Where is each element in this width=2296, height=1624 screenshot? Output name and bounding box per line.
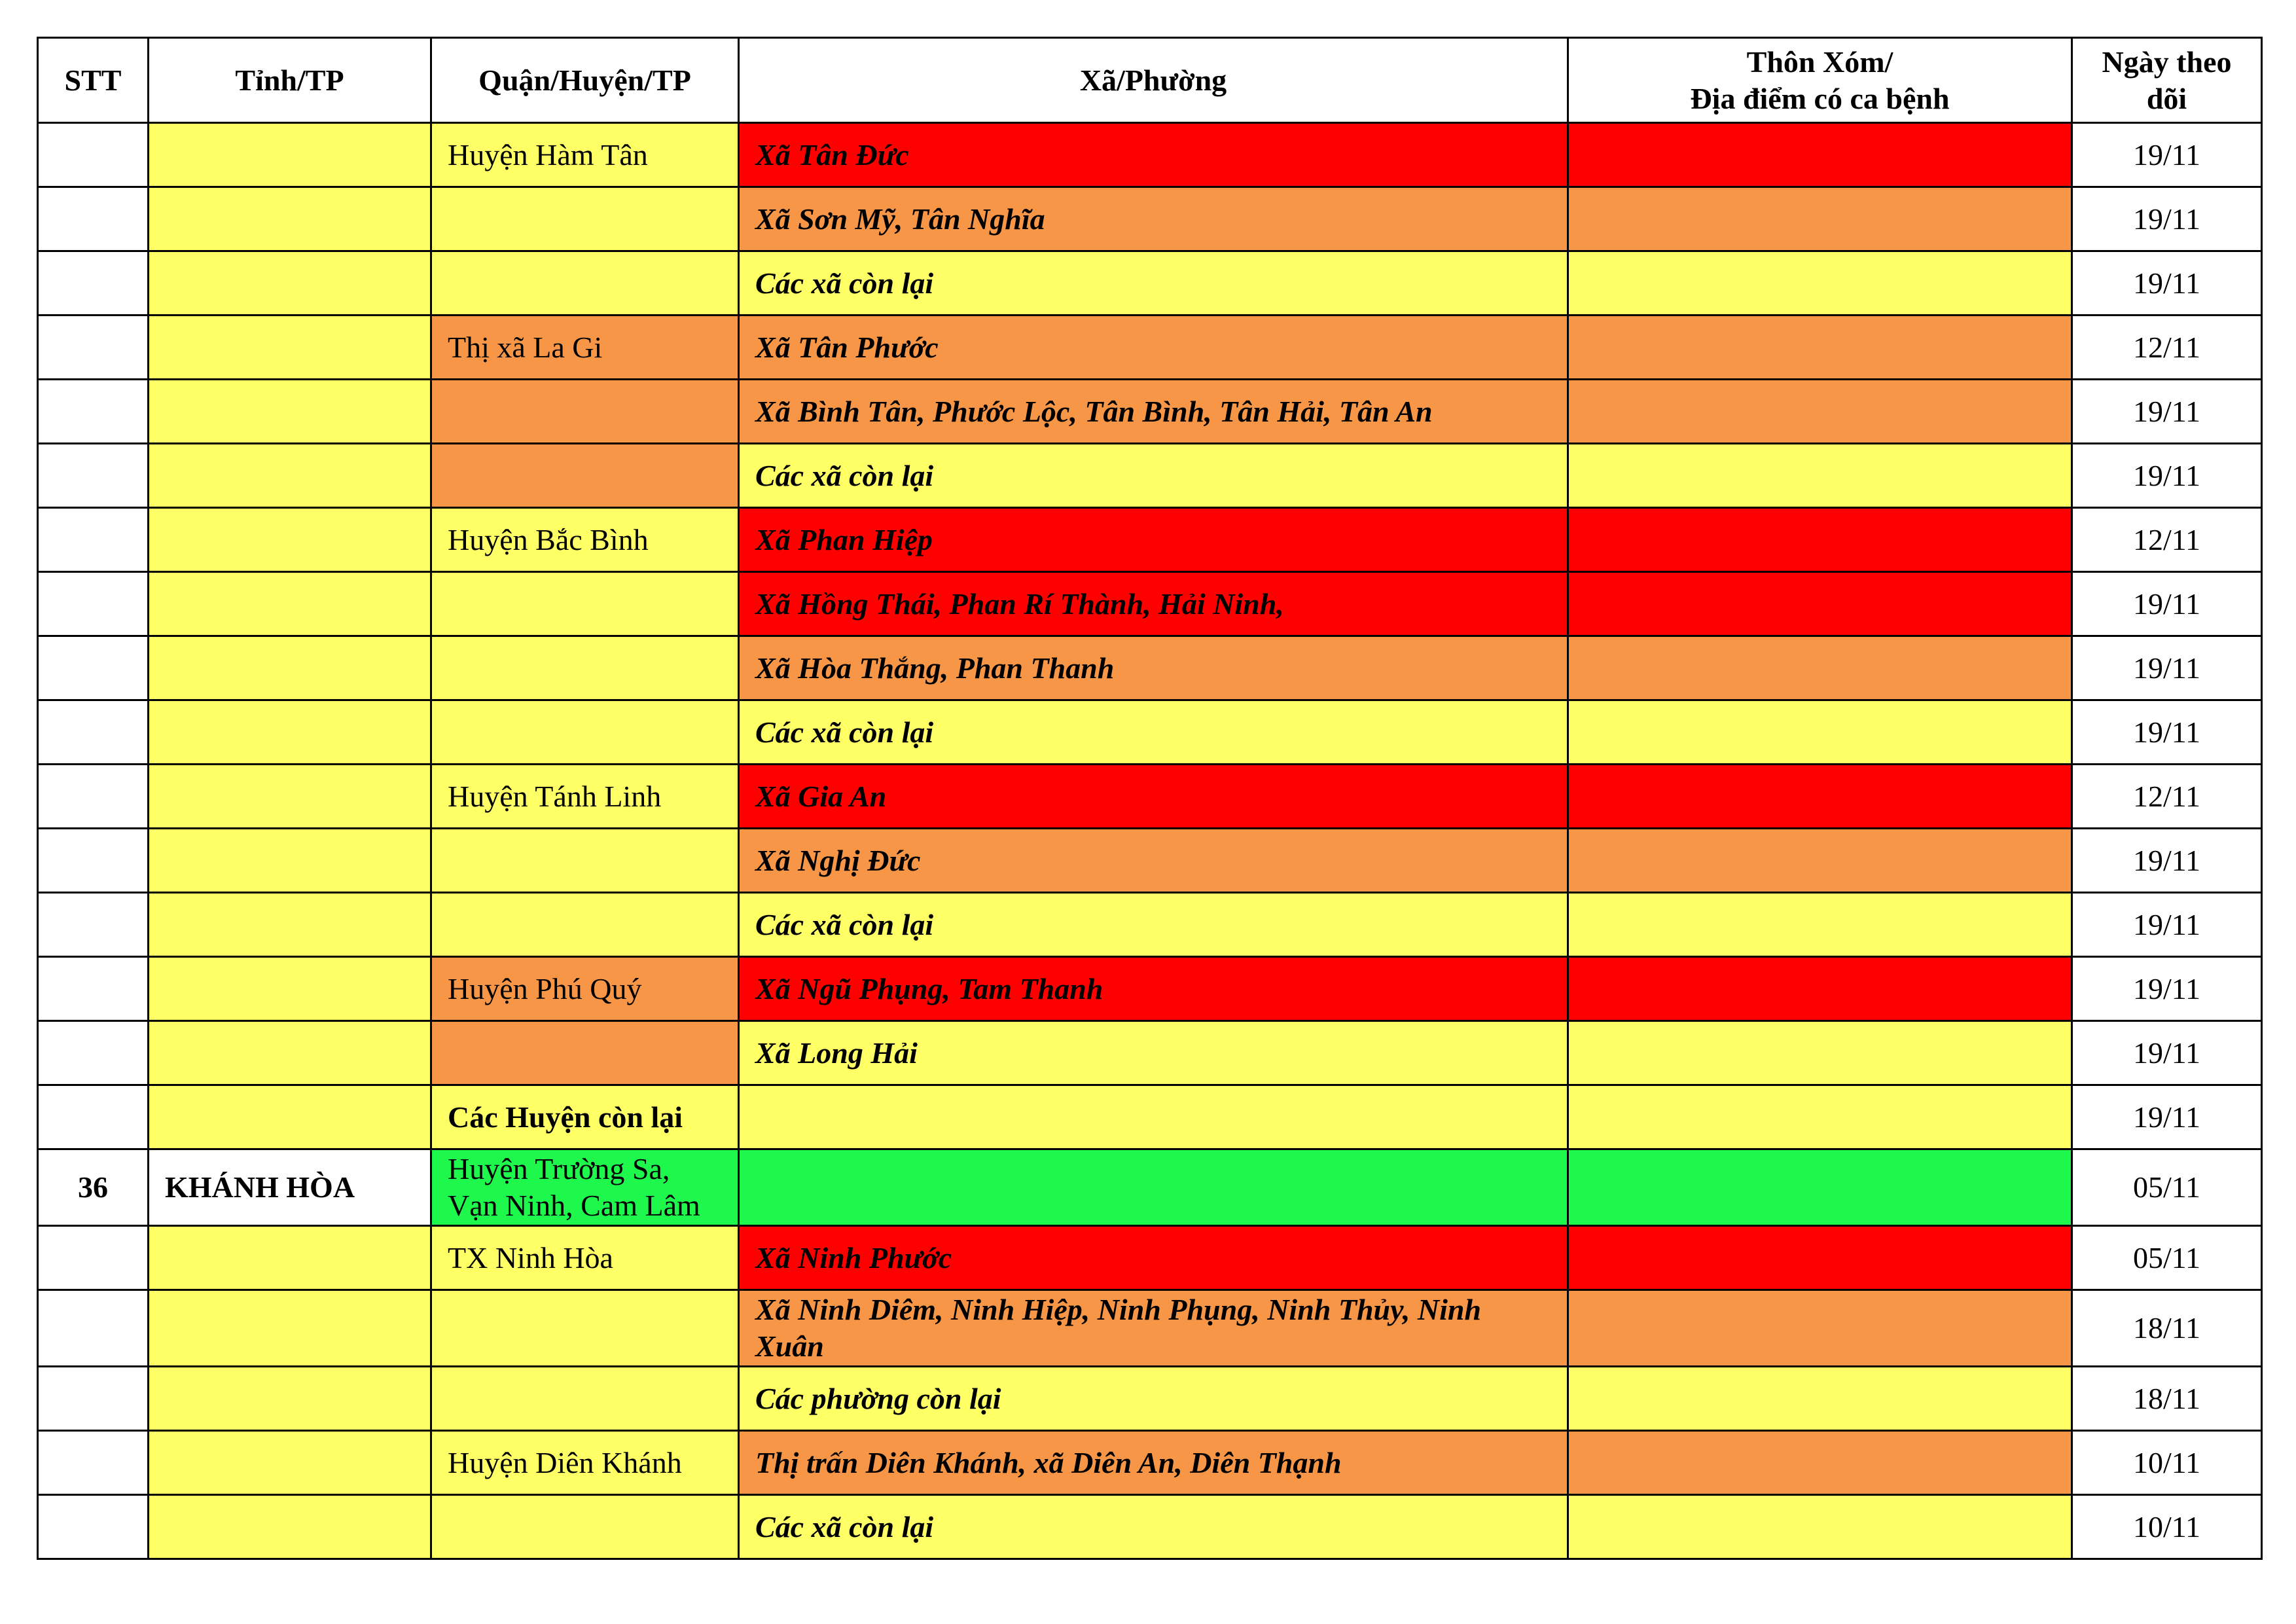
province-cell: KHÁNH HÒA — [149, 1149, 431, 1226]
date-cell: 19/11 — [2072, 636, 2262, 700]
province-cell — [149, 1021, 431, 1085]
ward-cell: Các xã còn lại — [739, 444, 1568, 508]
province-cell — [149, 765, 431, 829]
district-cell: TX Ninh Hòa — [431, 1226, 739, 1290]
ward-cell: Xã Gia An — [739, 765, 1568, 829]
stt-cell — [38, 1495, 149, 1559]
district-cell — [431, 572, 739, 636]
stt-cell — [38, 829, 149, 893]
district-cell — [431, 829, 739, 893]
ward-cell: Các phường còn lại — [739, 1367, 1568, 1431]
header-stt: STT — [38, 38, 149, 123]
date-cell: 12/11 — [2072, 765, 2262, 829]
district-cell — [431, 251, 739, 316]
table-row — [38, 444, 2262, 508]
province-cell — [149, 1367, 431, 1431]
province-cell — [149, 1431, 431, 1495]
stt-cell — [38, 765, 149, 829]
date-cell: 10/11 — [2072, 1431, 2262, 1495]
hamlet-cell — [1568, 1226, 2072, 1290]
hamlet-cell — [1568, 893, 2072, 957]
header-ward: Xã/Phường — [739, 38, 1568, 123]
ward-cell: Xã Sơn Mỹ, Tân Nghĩa — [739, 187, 1568, 251]
province-cell — [149, 187, 431, 251]
district-cell — [431, 1290, 739, 1367]
hamlet-cell — [1568, 1431, 2072, 1495]
district-cell: Các Huyện còn lại — [431, 1085, 739, 1149]
province-cell — [149, 700, 431, 765]
table-row — [38, 636, 2262, 700]
stt-cell — [38, 187, 149, 251]
district-cell: Huyện Tánh Linh — [431, 765, 739, 829]
hamlet-cell — [1568, 380, 2072, 444]
stt-cell — [38, 1085, 149, 1149]
province-cell — [149, 444, 431, 508]
hamlet-cell — [1568, 765, 2072, 829]
province-cell — [149, 508, 431, 572]
stt-cell — [38, 1021, 149, 1085]
ward-cell: Các xã còn lại — [739, 251, 1568, 316]
stt-cell — [38, 957, 149, 1021]
district-cell: Huyện Bắc Bình — [431, 508, 739, 572]
hamlet-cell — [1568, 1149, 2072, 1226]
date-cell: 12/11 — [2072, 316, 2262, 380]
district-cell — [431, 1367, 739, 1431]
district-cell — [431, 444, 739, 508]
province-cell — [149, 636, 431, 700]
hamlet-cell — [1568, 1495, 2072, 1559]
stt-cell — [38, 123, 149, 187]
ward-cell — [739, 1085, 1568, 1149]
hamlet-cell — [1568, 508, 2072, 572]
hamlet-cell — [1568, 700, 2072, 765]
ward-cell: Xã Tân Đức — [739, 123, 1568, 187]
table-row — [38, 1149, 2262, 1226]
header-district: Quận/Huyện/TP — [431, 38, 739, 123]
province-cell — [149, 380, 431, 444]
stt-cell — [38, 1290, 149, 1367]
header-hamlet-line2: Địa điểm có ca bệnh — [1690, 81, 1950, 115]
table-row — [38, 829, 2262, 893]
date-cell: 19/11 — [2072, 957, 2262, 1021]
table-row — [38, 1085, 2262, 1149]
district-cell — [431, 1021, 739, 1085]
header-province: Tỉnh/TP — [149, 38, 431, 123]
district-cell — [431, 1495, 739, 1559]
hamlet-cell — [1568, 444, 2072, 508]
ward-cell: Các xã còn lại — [739, 1495, 1568, 1559]
table-row — [38, 765, 2262, 829]
district-cell: Thị xã La Gi — [431, 316, 739, 380]
ward-cell: Xã Hòa Thắng, Phan Thanh — [739, 636, 1568, 700]
stt-cell — [38, 508, 149, 572]
province-cell — [149, 829, 431, 893]
hamlet-cell — [1568, 316, 2072, 380]
ward-cell: Xã Nghị Đức — [739, 829, 1568, 893]
hamlet-cell — [1568, 251, 2072, 316]
ward-cell: Xã Bình Tân, Phước Lộc, Tân Bình, Tân Hải, Tân An — [739, 380, 1568, 444]
hamlet-cell — [1568, 957, 2072, 1021]
header-hamlet-line1: Thôn Xóm/ — [1746, 45, 1893, 79]
table-row — [38, 1226, 2262, 1290]
date-cell: 18/11 — [2072, 1367, 2262, 1431]
district-cell: Huyện Trường Sa, Vạn Ninh, Cam Lâm — [431, 1149, 739, 1226]
province-cell — [149, 572, 431, 636]
table-row — [38, 957, 2262, 1021]
header-hamlet — [1568, 38, 2072, 123]
stt-cell — [38, 316, 149, 380]
date-cell: 19/11 — [2072, 380, 2262, 444]
stt-cell — [38, 444, 149, 508]
district-cell: Huyện Hàm Tân — [431, 123, 739, 187]
table-row — [38, 1495, 2262, 1559]
district-cell — [431, 187, 739, 251]
district-cell — [431, 380, 739, 444]
table-row — [38, 187, 2262, 251]
province-cell — [149, 1226, 431, 1290]
table-row — [38, 893, 2262, 957]
stt-cell — [38, 1226, 149, 1290]
province-cell — [149, 316, 431, 380]
province-cell — [149, 893, 431, 957]
header-date — [2072, 38, 2262, 123]
stt-cell — [38, 380, 149, 444]
ward-cell: Xã Long Hải — [739, 1021, 1568, 1085]
ward-cell: Các xã còn lại — [739, 893, 1568, 957]
stt-cell — [38, 1431, 149, 1495]
date-cell: 19/11 — [2072, 572, 2262, 636]
date-cell: 19/11 — [2072, 123, 2262, 187]
table-header-row — [38, 38, 2262, 123]
date-cell: 19/11 — [2072, 1085, 2262, 1149]
ward-cell: Xã Ngũ Phụng, Tam Thanh — [739, 957, 1568, 1021]
stt-cell — [38, 700, 149, 765]
province-cell — [149, 1085, 431, 1149]
hamlet-cell — [1568, 1085, 2072, 1149]
ward-cell: Xã Ninh Diêm, Ninh Hiệp, Ninh Phụng, Ninh Thủy, Ninh Xuân — [739, 1290, 1568, 1367]
ward-cell: Thị trấn Diên Khánh, xã Diên An, Diên Thạnh — [739, 1431, 1568, 1495]
date-cell: 05/11 — [2072, 1226, 2262, 1290]
date-cell: 12/11 — [2072, 508, 2262, 572]
province-cell — [149, 957, 431, 1021]
ward-cell — [739, 1149, 1568, 1226]
hamlet-cell — [1568, 829, 2072, 893]
hamlet-cell — [1568, 1290, 2072, 1367]
hamlet-cell — [1568, 1021, 2072, 1085]
ward-cell: Xã Hồng Thái, Phan Rí Thành, Hải Ninh, — [739, 572, 1568, 636]
header-date-line2: dõi — [2146, 81, 2187, 115]
table-row — [38, 1021, 2262, 1085]
table-row — [38, 380, 2262, 444]
table-row — [38, 251, 2262, 316]
date-cell: 05/11 — [2072, 1149, 2262, 1226]
stt-cell: 36 — [38, 1149, 149, 1226]
stt-cell — [38, 636, 149, 700]
district-cell — [431, 893, 739, 957]
province-cell — [149, 1495, 431, 1559]
date-cell: 19/11 — [2072, 1021, 2262, 1085]
table-row — [38, 123, 2262, 187]
district-cell — [431, 700, 739, 765]
stt-cell — [38, 893, 149, 957]
hamlet-cell — [1568, 187, 2072, 251]
table-row — [38, 572, 2262, 636]
table-row — [38, 316, 2262, 380]
ward-cell: Xã Tân Phước — [739, 316, 1568, 380]
district-cell: Huyện Diên Khánh — [431, 1431, 739, 1495]
date-cell: 19/11 — [2072, 444, 2262, 508]
table-row — [38, 700, 2262, 765]
hamlet-cell — [1568, 123, 2072, 187]
date-cell: 10/11 — [2072, 1495, 2262, 1559]
hamlet-cell — [1568, 636, 2072, 700]
date-cell: 19/11 — [2072, 187, 2262, 251]
province-cell — [149, 251, 431, 316]
table-row — [38, 508, 2262, 572]
table-row — [38, 1290, 2262, 1367]
stt-cell — [38, 1367, 149, 1431]
date-cell: 19/11 — [2072, 251, 2262, 316]
district-cell: Huyện Phú Quý — [431, 957, 739, 1021]
covid-risk-table — [37, 37, 2263, 1560]
district-cell — [431, 636, 739, 700]
province-cell — [149, 123, 431, 187]
table-row — [38, 1431, 2262, 1495]
ward-cell: Xã Phan Hiệp — [739, 508, 1568, 572]
table-row — [38, 1367, 2262, 1431]
province-cell — [149, 1290, 431, 1367]
ward-cell: Các xã còn lại — [739, 700, 1568, 765]
header-date-line1: Ngày theo — [2102, 45, 2232, 79]
hamlet-cell — [1568, 572, 2072, 636]
hamlet-cell — [1568, 1367, 2072, 1431]
date-cell: 19/11 — [2072, 700, 2262, 765]
ward-cell: Xã Ninh Phước — [739, 1226, 1568, 1290]
stt-cell — [38, 251, 149, 316]
date-cell: 18/11 — [2072, 1290, 2262, 1367]
date-cell: 19/11 — [2072, 893, 2262, 957]
stt-cell — [38, 572, 149, 636]
date-cell: 19/11 — [2072, 829, 2262, 893]
